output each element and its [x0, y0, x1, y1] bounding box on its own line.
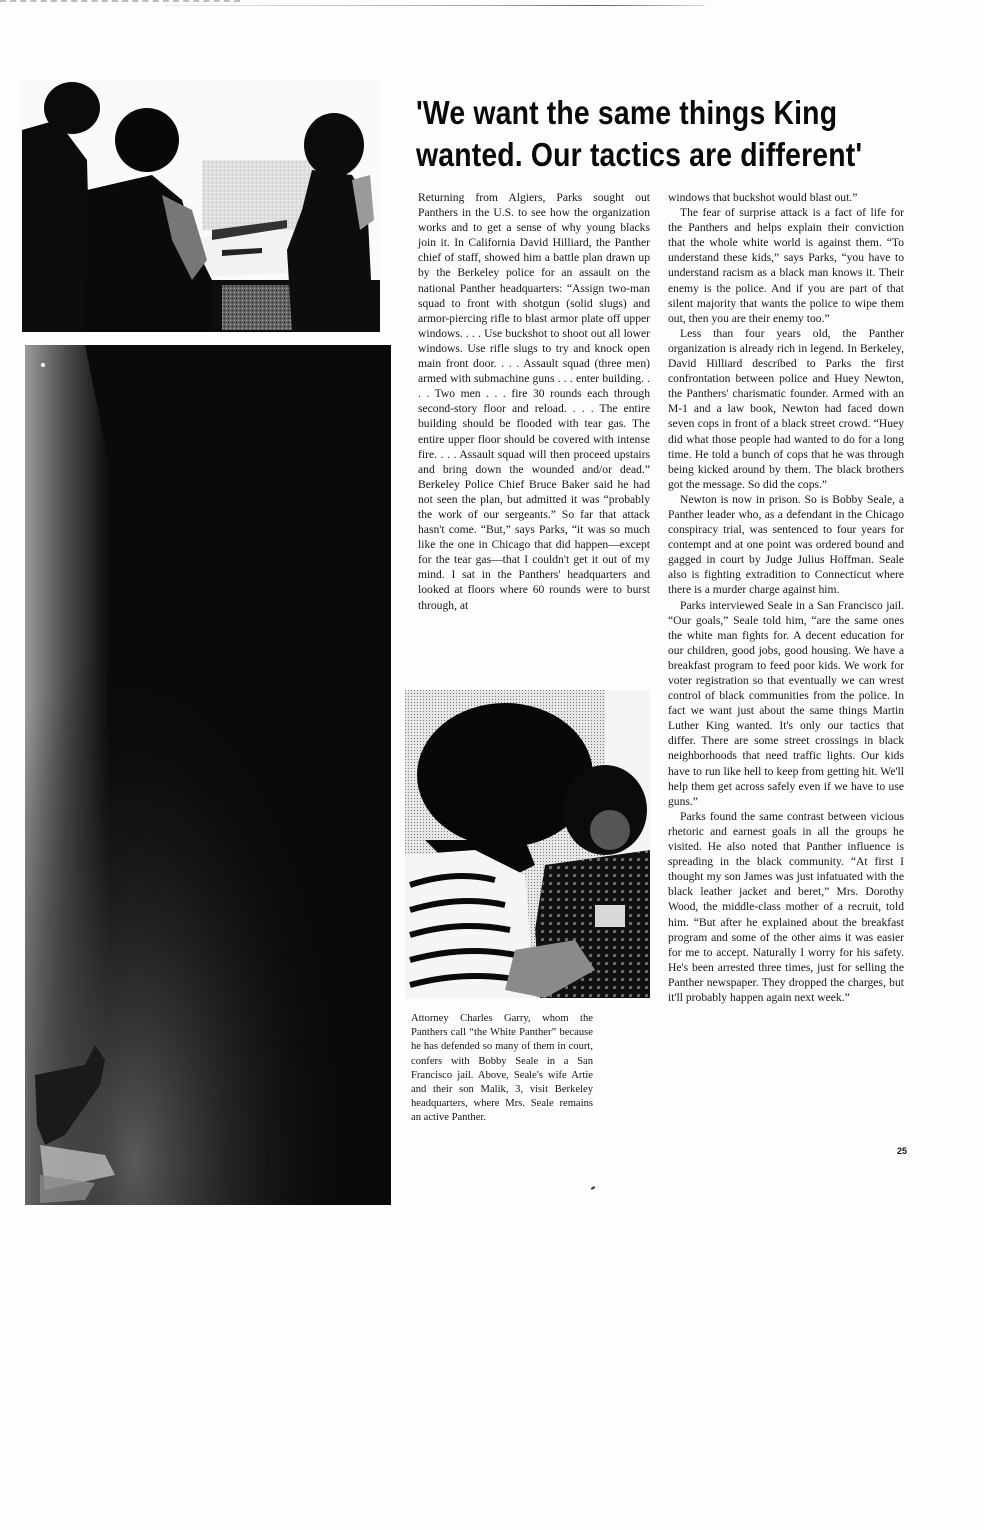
- paragraph: Less than four years old, the Panther organization is already rich in legend. In Berkeley, David Hilliard described to Parks the first confrontation between police and Huey Newton, the Panthers' charismatic founder. Armed with an M-1 and a law book, Newton had faced down seven cops in front of a black street crowd. “Huey did what those people had wanted to do for a long time. He told a bunch of cops that he was through being kicked around by them. The black brothers got the message. So did the cops.”: [668, 326, 904, 491]
- photo-dark-figure: [25, 345, 391, 1205]
- paragraph: The fear of surprise attack is a fact of life for the Panthers and helps explain their conviction that the whole white world is against them. “To understand these kids,” says Parks, “you have to understand racism as a black man knows it. Their enemy is the police. And if you are part of that silent majority that wants the police to wipe them out, then you are their enemy too.”: [668, 206, 904, 325]
- headline: [416, 92, 863, 176]
- photo-mother-and-son: [405, 690, 650, 998]
- headline-line-1: 'We want the same things King: [416, 94, 838, 131]
- scan-speck: [591, 1186, 595, 1190]
- scan-edge-marks: [0, 0, 240, 2]
- paragraph: Returning from Algiers, Parks sought out Panthers in the U.S. to see how the organization works and to get a sense of why young blacks join it. In California David Hilliard, the Panther chief of staff, showed him a battle plan drawn up by the Berkeley police for an assault on the national Panther headquarters: “Assign two-man squad to front with shotgun (solid slugs) and armor-piercing rifle to blast armor plate off upper windows. . . . Use buckshot to shoot out all lower windows. Use rifle slugs to try and knock open main front door. . . . Assault squad (three men) armed with submachine guns . . . enter building. . . . Two men . . . fire 30 rounds each through second-story floor and reload. . . . The entire building should be flooded with tear gas. The entire upper floor should be covered with intense fire. . . . Assault squad will then proceed upstairs and bring down the wounded and/or dead.” Berkeley Police Chief Bruce Baker said he had not seen the plan, but admitted it was “probably the work of our sergeants.” So far that attack hasn't come. “But,” says Parks, “it was so much like the one in Chicago that did happen—except for the tear gas—that I couldn't get it out of my mind. I sat in the Panthers' headquarters and looked at floors where 60 rounds were to burst through, at: [418, 191, 650, 612]
- dark-figure-illustration: [25, 345, 391, 1205]
- scan-rule: [165, 5, 705, 6]
- article-column-1: [418, 190, 650, 613]
- paragraph: Parks interviewed Seale in a San Francisco jail. “Our goals,” Seale told him, “are the same ones the white man fights for. A decent education for our children, good jobs, good housing. We have a breakfast program to feed poor kids. We work for voter registration so that eventually we can wrest control of black communities from the police. In fact we want just about the same things Martin Luther King wanted. It's only our tactics that differ. There are some street crossings in black neighborhoods that need traffic lights. Our kids have to run like hell to keep from getting hit. We'll help them get across safely even if we have to use guns.”: [668, 598, 904, 808]
- paragraph: windows that buckshot would blast out.”: [668, 191, 858, 204]
- paragraph: Newton is now in prison. So is Bobby Seale, a Panther leader who, as a defendant in the Chicago conspiracy trial, was sentenced to four years for contempt and at one point was ordered bound and gagged in court by Judge Julius Hoffman. Seale also is fighting extradition to Connecticut where there is a murder charge against him.: [668, 492, 904, 597]
- headline-line-2: wanted. Our tactics are different': [416, 136, 863, 173]
- meeting-illustration: [22, 80, 380, 332]
- photo-meeting: [22, 80, 380, 332]
- photo-caption: Attorney Charles Garry, whom the Panthers call “the White Panther” because he has defended so many of them in court, confers with Bobby Seale in a San Francisco jail. Above, Seale's wife Artie and their son Malik, 3, visit Berkeley headquarters, where Mrs. Seale remains an active Panther.: [411, 1013, 593, 1124]
- page-number: 25: [897, 1146, 908, 1156]
- mother-son-illustration: [405, 690, 650, 998]
- paragraph: Parks found the same contrast between vicious rhetoric and earnest goals in all the groups he visited. He also noted that Panther influence is spreading in the black community. “At first I thought my son James was just infatuated with the black leather jacket and beret,” Mrs. Dorothy Wood, the middle-class mother of a recruit, told him. “But after he explained about the breakfast program and some of the other aims it was easier for me to accept. Naturally I worry for his safety. He's been arrested three times, just for selling the Panther newspaper. They dropped the charges, but it'll probably happen again next week.”: [668, 809, 904, 1004]
- article-column-2: [668, 190, 904, 1005]
